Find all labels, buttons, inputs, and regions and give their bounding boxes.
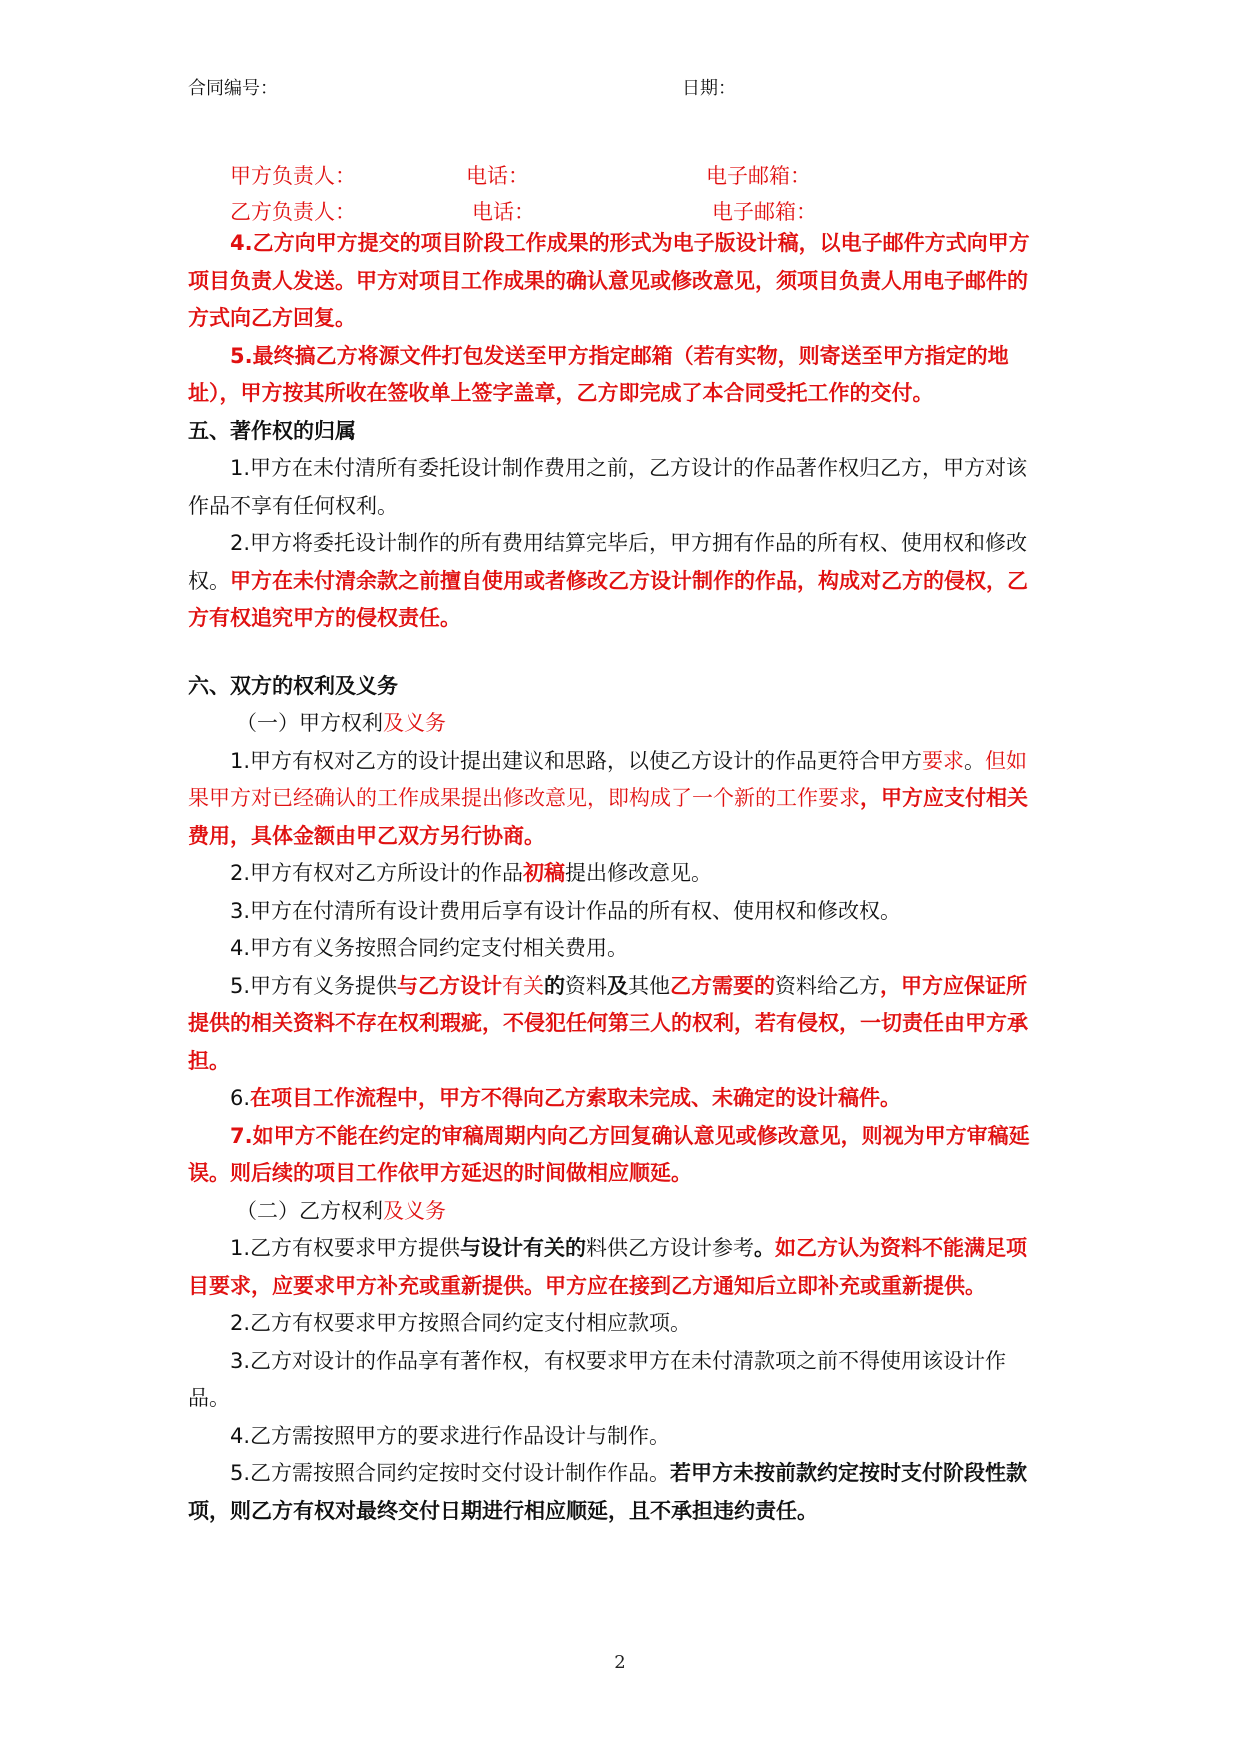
party-a-email-label: 电子邮箱： [706,164,811,188]
a-item1-b: 要求 [922,748,965,773]
b-item2: 2.乙方有权要求甲方按照合同约定支付相应款项。 [230,1311,692,1335]
party-a-phone-label: 电话： [466,164,529,188]
party-b-subtitle-b: 及义务 [383,1198,446,1223]
a-item2-b: 初稿 [523,861,566,885]
s5-item2 [188,525,1040,638]
a-item5-j: ，甲方应保证所提供的相关资料不存在权利瑕疵，不侵犯任何第三人的权利，若有侵权，一切责任由甲方承担。 [188,973,1028,1073]
s4-item5: 5.最终搞乙方将源文件打包发送至甲方指定邮箱（若有实物，则寄送至甲方指定的地址），甲方按其所收在签收单上签字盖章，乙方即完成了本合同受托工作的交付。 [188,343,1009,405]
b-item5 [188,1455,1040,1530]
page-number: 2 [614,1652,626,1673]
a-item2-a: 2.甲方有权对乙方所设计的作品 [230,861,524,885]
b-item1-c: 料供乙方设计参考 [586,1236,755,1260]
b-item1-d: 。 [754,1236,776,1260]
s5-item2-clause: 甲方在未付清余款之前擅自使用或者修改乙方设计制作的作品，构成对乙方的侵权，乙方有权追究甲方的侵权责任。 [188,568,1028,630]
s5-item2-text: 2.甲方将委托设计制作的所有费用结算完毕后，甲方拥有作品的所有权、使用权和修改权。 [188,531,1028,593]
s5-title: 五、著作权的归属 [188,418,356,443]
b-item5-a: 5.乙方需按照合同约定按时交付设计制作作品。 [230,1461,671,1485]
a-item5-g: 其他 [628,973,671,998]
a-item2-c: 提出修改意见。 [565,861,713,885]
contract-body [188,225,1040,1530]
b-item1 [188,1230,1040,1305]
party-a-subtitle-a: （一）甲方权利 [236,711,383,735]
s6-title [188,668,1040,706]
b-item3: 3.乙方对设计的作品享有著作权，有权要求甲方在未付清款项之前不得使用该设计作品。 [188,1348,1007,1410]
party-b-phone-label: 电话： [472,200,535,224]
s4-item4: 4.乙方向甲方提交的项目阶段工作成果的形式为电子版设计稿，以电子邮件方式向甲方项目负责人发送。甲方对项目工作成果的确认意见或修改意见，须项目负责人用电子邮件的方式向乙方回复。 [188,231,1030,330]
party-b-email-label: 电子邮箱： [712,200,817,224]
a-item1-c: 。 [964,748,986,773]
contract-number-label: 合同编号： [188,78,278,99]
a-item5 [188,968,1040,1081]
a-item5-h: 乙方需要的 [670,973,776,998]
a-item3: 3.甲方在付清所有设计费用后享有设计作品的所有权、使用权和修改权。 [230,898,902,923]
a-item1 [188,743,1040,856]
a-item5-f: 及 [607,973,629,998]
a-item6 [188,1080,1040,1118]
party-b-subtitle [188,1193,1040,1231]
a-item5-b: 与乙方设计 [397,973,503,998]
a-item1-e: ，甲方应支付相关费用，具体金额由甲乙双方另行协商。 [188,786,1028,848]
a-item6-b: 在项目工作流程中，甲方不得向乙方索取未完成、未确定的设计稿件。 [250,1086,902,1110]
a-item2 [188,855,1040,893]
a-item7: 7.如甲方不能在约定的审稿周期内向乙方回复确认意见或修改意见，则视为甲方审稿延误。则后续的项目工作依甲方延迟的时间做相应顺延。 [188,1123,1030,1185]
party-b-person-label: 乙方负责人： [230,200,356,224]
b-item1-e: 如乙方认为资料不能满足项目要求，应要求甲方补充或重新提供。甲方应在接到乙方通知后立即补充或重新提供。 [188,1236,1028,1298]
s5-item1: 1.甲方在未付清所有委托设计制作费用之前，乙方设计的作品著作权归乙方，甲方对该作品不享有任何权利。 [188,456,1028,518]
s6-title-b: 及 [335,673,356,698]
party-a-subtitle [188,705,1040,743]
date-label: 日期： [682,78,736,99]
party-a-subtitle-b: 及义务 [383,711,446,735]
b-item5-b: 若甲方未按前款约定按时支付阶段性款项，则乙方有权对最终交付日期进行相应顺延，且不承担违约责任。 [188,1461,1028,1523]
party-b-subtitle-a: （二）乙方权利 [236,1198,383,1223]
a-item5-i: 资料给乙方 [775,973,881,998]
a-item4: 4.甲方有义务按照合同约定支付相关费用。 [230,936,629,960]
s6-title-c: 义务 [356,673,398,698]
b-item1-a: 1.乙方有权要求甲方提供 [230,1236,461,1260]
spacer [188,638,1040,668]
a-item1-d: 但如果甲方对已经确认的工作成果提出修改意见，即构成了一个新的工作要求 [188,748,1028,810]
s6-title-a: 六、双方的权利 [188,673,335,698]
a-item5-d: 的 [544,973,566,998]
party-a-person-label: 甲方负责人： [230,164,356,188]
a-item5-e: 资料 [565,973,608,998]
a-item5-c: 有关 [502,973,545,998]
a-item1-a: 1.甲方有权对乙方的设计提出建议和思路，以使乙方设计的作品更符合甲方 [230,748,923,773]
a-item5-a: 5.甲方有义务提供 [230,973,398,998]
b-item4: 4.乙方需按照甲方的要求进行作品设计与制作。 [230,1423,671,1448]
a-item6-a: 6. [230,1086,251,1110]
b-item1-b: 与设计有关的 [460,1236,587,1260]
